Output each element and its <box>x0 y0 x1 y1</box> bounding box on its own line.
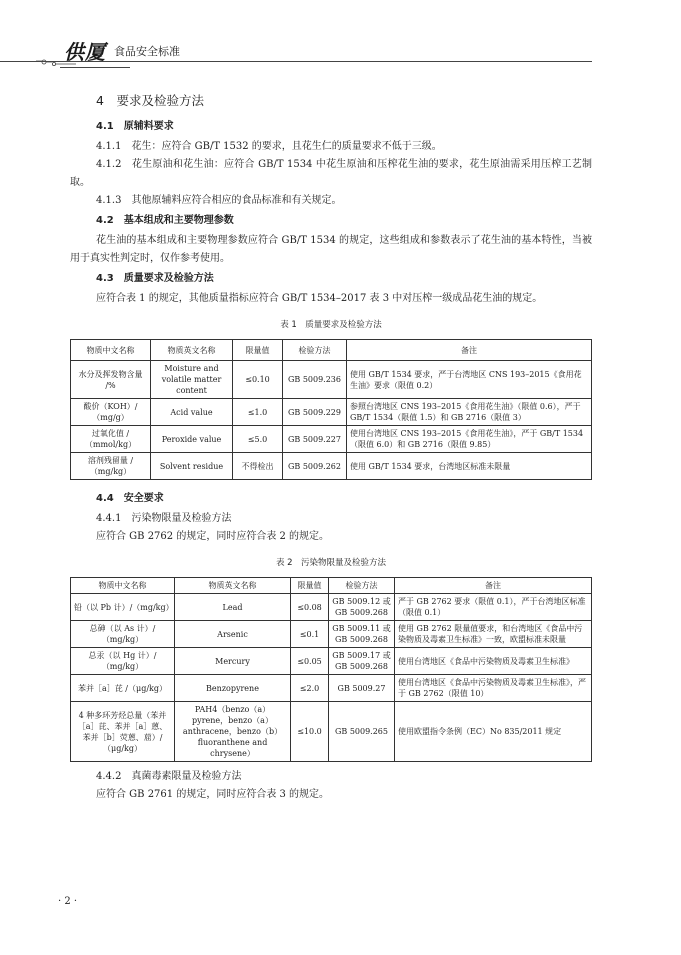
section-4-3-title: 4.3 质量要求及检验方法 <box>96 273 214 284</box>
table-2-caption: 表 2 污染物限量及检验方法 <box>275 558 387 568</box>
table-cell: Peroxide value <box>151 426 233 453</box>
page-number: · 2 · <box>58 896 78 907</box>
table-cell: GB 5009.17 或 GB 5009.268 <box>329 648 395 675</box>
table-cell: GB 5009.11 或 GB 5009.268 <box>329 621 395 648</box>
table-header-row <box>71 340 592 361</box>
section-4-2-title: 4.2 基本组成和主要物理参数 <box>96 215 234 226</box>
table-cell: ≤5.0 <box>233 426 283 453</box>
paragraph-4-4-2: 应符合 GB 2761 的规定，同时应符合表 3 的规定。 <box>96 789 330 800</box>
column-header: 备注 <box>395 578 592 594</box>
table-cell: 总汞（以 Hg 计）/（mg/kg） <box>71 648 175 675</box>
table-row <box>71 594 592 621</box>
section-4-1-title: 4.1 原辅料要求 <box>96 121 174 132</box>
page-header <box>0 0 681 75</box>
table-cell: ≤0.05 <box>291 648 329 675</box>
column-header: 检验方法 <box>329 578 395 594</box>
paragraph-4-1-3: 4.1.3 其他原辅料应符合相应的食品标准和有关规定。 <box>96 195 342 206</box>
column-header: 备注 <box>347 340 592 361</box>
table-row <box>71 675 592 702</box>
table-cell: 苯并［a］芘 /（μg/kg） <box>71 675 175 702</box>
table-cell: Arsenic <box>175 621 291 648</box>
table-cell: ≤2.0 <box>291 675 329 702</box>
table-cell: ≤0.08 <box>291 594 329 621</box>
column-header: 物质英文名称 <box>151 340 233 361</box>
table-cell: 参照台湾地区 CNS 193–2015《食用花生油》（限值 0.6），严于 GB/T 1534（限值 1.5）和 GB 2716（限值 3） <box>347 399 592 426</box>
paragraph-4-1-1: 4.1.1 花生：应符合 GB/T 1532 的要求，且花生仁的质量要求不低于三级。 <box>96 141 442 152</box>
table-cell: 不得检出 <box>233 453 283 480</box>
table-cell: Moisture and volatile matter content <box>151 361 233 399</box>
table-cell: ≤0.1 <box>291 621 329 648</box>
column-header: 限量值 <box>233 340 283 361</box>
table-cell: 使用欧盟指令条例（EC）No 835/2011 规定 <box>395 702 592 762</box>
table-cell: 铅（以 Pb 计）/（mg/kg） <box>71 594 175 621</box>
table-row <box>71 648 592 675</box>
table-row <box>71 702 592 762</box>
table-cell: 使用台湾地区《食品中污染物质及毒素卫生标准》，严于 GB 2762（限值 10） <box>395 675 592 702</box>
table-cell: 使用台湾地区《食品中污染物质及毒素卫生标准》 <box>395 648 592 675</box>
table-1-caption: 表 1 质量要求及检验方法 <box>280 320 382 330</box>
table-1 <box>70 339 592 480</box>
table-cell: GB 5009.27 <box>329 675 395 702</box>
table-cell: 4 种多环芳烃总量（苯并［a］芘、苯并［a］蒽、苯并［b］荧蒽、䓛）/（μg/kg） <box>71 702 175 762</box>
column-header: 检验方法 <box>283 340 347 361</box>
table-cell: 使用 GB 2762 限量值要求，和台湾地区《食品中污染物质及毒素卫生标准》一致，欧盟标准未限量 <box>395 621 592 648</box>
table-cell: Acid value <box>151 399 233 426</box>
paragraph-4-4-1: 应符合 GB 2762 的规定，同时应符合表 2 的规定。 <box>96 531 330 542</box>
table-cell: GB 5009.236 <box>283 361 347 399</box>
table-cell: ≤10.0 <box>291 702 329 762</box>
table-cell: 过氧化值 /（mmol/kg） <box>71 426 151 453</box>
column-header: 限量值 <box>291 578 329 594</box>
table-cell: 使用 GB/T 1534 要求，严于台湾地区 CNS 193–2015《食用花生油》要求（限值 0.2） <box>347 361 592 399</box>
table-2 <box>70 577 592 762</box>
table-cell: 总砷（以 As 计）/（mg/kg） <box>71 621 175 648</box>
table-cell: GB 5009.262 <box>283 453 347 480</box>
table-cell: 酸价（KOH）/（mg/g） <box>71 399 151 426</box>
table-row <box>71 399 592 426</box>
column-header: 物质中文名称 <box>71 340 151 361</box>
table-cell: GB 5009.229 <box>283 399 347 426</box>
table-row <box>71 361 592 399</box>
table-cell: ≤1.0 <box>233 399 283 426</box>
table-cell: PAH4（benzo（a）pyrene，benzo（a）anthracene，benzo（b）fluoranthene and chrysene） <box>175 702 291 762</box>
table-row <box>71 621 592 648</box>
table-cell: Benzopyrene <box>175 675 291 702</box>
header-brand: 供厦 <box>64 40 106 64</box>
table-row <box>71 426 592 453</box>
subsection-4-4-2-title: 4.4.2 真菌毒素限量及检验方法 <box>96 771 242 782</box>
paragraph-4-1-2: 4.1.2 花生原油和花生油：应符合 GB/T 1534 中花生原油和压榨花生油的要求，花生原油需采用压榨工艺制取。 <box>70 159 592 188</box>
header-rule <box>0 61 592 62</box>
section-4-title: 4 要求及检验方法 <box>96 93 204 108</box>
paragraph-4-3: 应符合表 1 的规定，其他质量指标应符合 GB/T 1534–2017 表 3 中对压榨一级成品花生油的规定。 <box>96 293 543 304</box>
table-row <box>71 453 592 480</box>
table-header-row <box>71 578 592 594</box>
page-content <box>70 92 592 804</box>
subsection-4-4-1-title: 4.4.1 污染物限量及检验方法 <box>96 513 232 524</box>
header-subtitle: 食品安全标准 <box>114 45 180 58</box>
table-cell: 使用台湾地区 CNS 193–2015《食用花生油》，严于 GB/T 1534（限值 6.0）和 GB 2716（限值 9.85） <box>347 426 592 453</box>
table-cell: 使用 GB/T 1534 要求，台湾地区标准未限量 <box>347 453 592 480</box>
header-rule-decoration <box>60 67 130 68</box>
table-cell: 严于 GB 2762 要求（限值 0.1），严于台湾地区标准（限值 0.1） <box>395 594 592 621</box>
section-4-4-title: 4.4 安全要求 <box>96 493 164 504</box>
table-cell: Lead <box>175 594 291 621</box>
table-cell: 水分及挥发物含量 /% <box>71 361 151 399</box>
table-cell: Mercury <box>175 648 291 675</box>
paragraph-4-2: 花生油的基本组成和主要物理参数应符合 GB/T 1534 的规定，这些组成和参数表示了花生油的基本特性，当被用于真实性判定时，仅作参考使用。 <box>70 235 592 264</box>
table-cell: GB 5009.227 <box>283 426 347 453</box>
table-cell: Solvent residue <box>151 453 233 480</box>
table-cell: GB 5009.12 或 GB 5009.268 <box>329 594 395 621</box>
table-cell: GB 5009.265 <box>329 702 395 762</box>
table-cell: ≤0.10 <box>233 361 283 399</box>
column-header: 物质英文名称 <box>175 578 291 594</box>
column-header: 物质中文名称 <box>71 578 175 594</box>
table-cell: 溶剂残留量 /（mg/kg） <box>71 453 151 480</box>
